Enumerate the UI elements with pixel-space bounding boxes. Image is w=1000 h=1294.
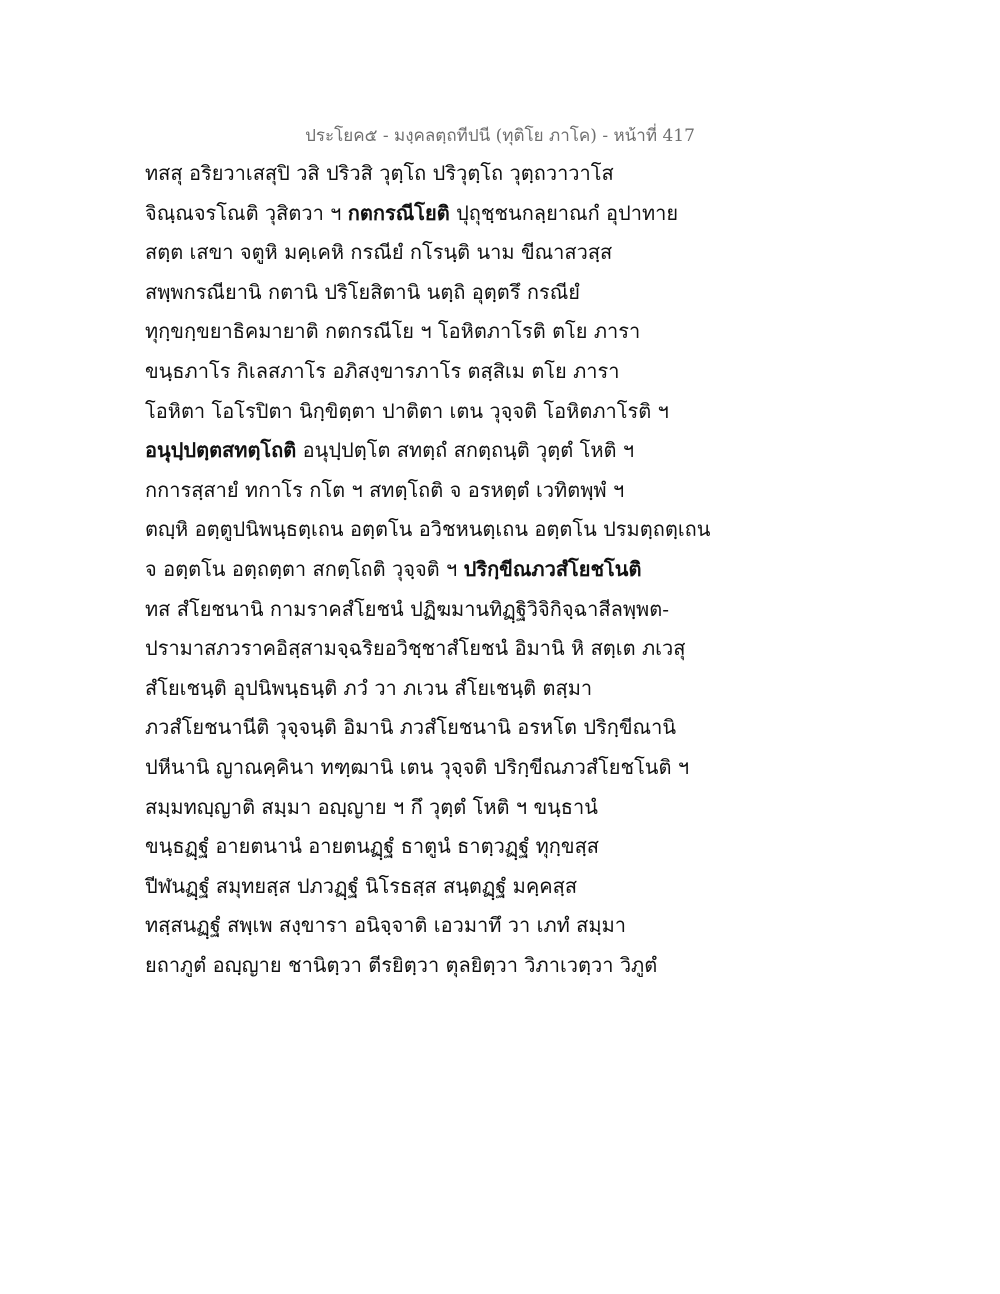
bold-term: ปริกฺขีณภวสํโยชโนติ: [463, 556, 642, 581]
text-line: [145, 237, 725, 277]
text-line: [145, 475, 725, 515]
text-run: ภวสํโยชนานีติ วุจฺจนฺติ อิมานิ ภวสํโยชนานิ อรหโต ปริกฺขีณานิ: [145, 715, 677, 740]
text-run: ตญฺหิ อตฺตูปนิพนฺธตฺเถน อตฺตโน อวิชหนตฺเถน อตฺตโน ปรมตฺถตฺเถน: [145, 517, 711, 542]
text-line: [145, 910, 725, 950]
text-line: [145, 712, 725, 752]
text-line: [145, 633, 725, 673]
text-run: ปีฬนฏฺฐํ สมุทยสฺส ปภวฏฺฐํ นิโรธสฺส สนฺตฏฺฐํ มคฺคสฺส: [145, 873, 578, 898]
body-text: [145, 158, 725, 989]
text-run: ทส สํโยชนานิ กามราคสํโยชนํ ปฏิฆมานทิฏฺฐิวิจิกิจฺฉาสีลพฺพต-: [145, 596, 669, 621]
bold-term: กตกรณีโยติ: [347, 200, 450, 225]
text-line: [145, 435, 725, 475]
text-run: ปรามาสภวราคอิสฺสามจฺฉริยอวิชฺชาสํโยชนํ อิมานิ หิ สตฺเต ภเวสุ: [145, 636, 686, 661]
text-line: [145, 752, 725, 792]
text-run: สตฺต เสขา จตูหิ มคฺเคหิ กรณียํ กโรนฺติ นาม ขีณาสวสฺส: [145, 240, 613, 265]
text-run: สํโยเชนฺติ อุปนิพนฺธนฺติ ภวํ วา ภเวน สํโยเชนฺติ ตสฺมา: [145, 675, 593, 700]
text-run: กการสฺสายํ ทกาโร กโต ฯ สทตฺโถติ จ อรหตฺตํ เวทิตพฺพํ ฯ: [145, 477, 625, 502]
text-line: [145, 514, 725, 554]
text-line: [145, 792, 725, 832]
text-run: ปหีนานิ ญาณคฺคินา ทฑฺฒานิ เตน วุจฺจติ ปริกฺขีณภวสํโยชโนติ ฯ: [145, 754, 690, 779]
text-run: ขนฺธภาโร กิเลสภาโร อภิสงฺขารภาโร ตสฺสิเม ตโย ภารา: [145, 358, 620, 383]
text-line: [145, 673, 725, 713]
text-line: [145, 158, 725, 198]
text-line: [145, 831, 725, 871]
page-header: ประโยค๕ - มงฺคลตฺถทีปนี (ทุติโย ภาโค) - หน้าที่ 417: [305, 126, 695, 146]
text-run: โอหิตา โอโรปิตา นิกฺขิตฺตา ปาติตา เตน วุจฺจติ โอหิตภาโรติ ฯ: [145, 398, 669, 423]
text-run: ทสสุ อริยวาเสสุปิ วสิ ปริวสิ วุตฺโถ ปริวุตฺโถ วุตฺถวาวาโส: [145, 161, 614, 185]
text-line: [145, 594, 725, 634]
text-run: จ อตฺตโน อตฺถตฺตา สกตฺโถติ วุจฺจติ ฯ: [145, 556, 464, 581]
text-run: จิณฺณจรโณติ วุสิตวา ฯ: [145, 200, 348, 225]
text-line: [145, 554, 725, 594]
text-line: [145, 277, 725, 317]
text-run: สมฺมทญฺญาติ สมฺมา อญฺญาย ฯ กึ วุตฺตํ โหติ ฯ ขนฺธานํ: [145, 794, 598, 819]
text-run: ยถาภูตํ อญฺญาย ชานิตฺวา ตีรยิตฺวา ตุลยิตฺวา วิภาเวตฺวา วิภูตํ: [145, 952, 658, 977]
text-run: สพฺพกรณียานิ กตานิ ปริโยสิตานิ นตฺถิ อุตฺตรึ กรณียํ: [145, 279, 581, 304]
text-run: ขนฺธฏฺฐํ อายตนานํ อายตนฏฺฐํ ธาตูนํ ธาตฺวฏฺฐํ ทุกฺขสฺส: [145, 834, 600, 859]
text-line: [145, 396, 725, 436]
text-run: อนุปฺปตฺโต สทตฺถํ สกตฺถนฺติ วุตฺตํ โหติ ฯ: [296, 438, 635, 463]
text-run: ปุถุชฺชนกลฺยาณกํ อุปาทาย: [449, 200, 679, 225]
text-run: ทุกฺขกฺขยาธิคมายาติ กตกรณีโย ฯ โอหิตภาโรติ ตโย ภารา: [145, 319, 641, 344]
text-line: [145, 950, 725, 990]
text-line: [145, 871, 725, 911]
text-line: [145, 356, 725, 396]
text-run: ทสฺสนฏฺฐํ สพฺเพ สงฺขารา อนิจฺจาติ เอวมาทึ วา เภทํ สมฺมา: [145, 913, 626, 938]
text-line: [145, 316, 725, 356]
bold-term: อนุปฺปตฺตสทตฺโถติ: [145, 438, 297, 463]
text-line: [145, 198, 725, 238]
